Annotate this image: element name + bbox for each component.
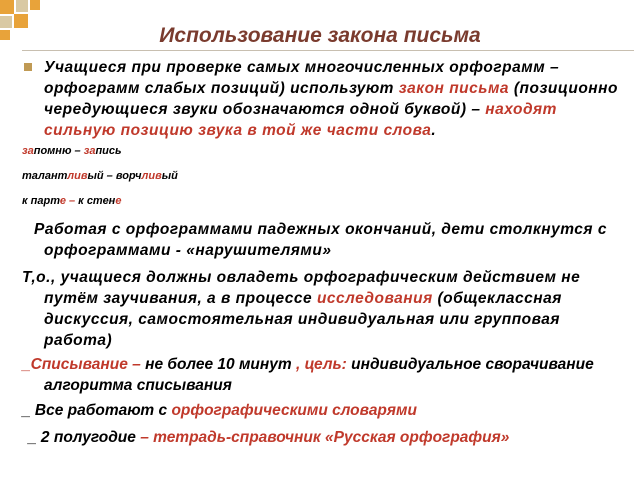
text: . <box>431 122 437 139</box>
highlight-text: за <box>83 145 96 157</box>
highlight-text: закон письма <box>398 80 510 97</box>
paragraph-copy <box>22 354 632 396</box>
text: _ Все работают с <box>22 402 172 419</box>
paragraph-to <box>22 267 632 351</box>
paragraph-half <box>22 427 632 448</box>
highlight-text: за <box>22 145 34 157</box>
text: (позиционно чередующиеся звуки обозначаются одной буквой) – <box>44 80 618 118</box>
text: к парт <box>22 195 60 207</box>
deco-square <box>16 0 28 12</box>
bullet-square-icon <box>24 63 32 71</box>
paragraph-dict <box>22 400 632 421</box>
highlight-text: , цель: <box>295 356 347 373</box>
deco-square <box>0 0 14 14</box>
highlight-text: – тетрадь-справочник «Русская орфография» <box>140 429 510 446</box>
highlight-text: е – <box>59 195 76 207</box>
highlight-text: е <box>115 195 122 207</box>
text: помню – <box>33 145 84 157</box>
text: Работая с орфограммами падежных окончаний, дети столкнутся с орфограммами - «нарушителями» <box>34 221 607 259</box>
bullet-paragraph <box>22 57 632 141</box>
example-line-2 <box>22 170 632 183</box>
title-divider <box>22 50 634 51</box>
text: ый <box>161 170 178 182</box>
highlight-text: исследования <box>316 290 433 307</box>
text: Т,о., учащиеся должны овладеть орфографическим действием не путём заучивания, а в процессе <box>22 269 581 307</box>
highlight-text: находят сильную позицию звука в той же части слова <box>44 101 557 139</box>
highlight-text: лив <box>141 170 162 182</box>
text: талант <box>22 170 68 182</box>
text: не более 10 минут <box>145 356 296 373</box>
text: к стен <box>75 195 116 207</box>
paragraph-work <box>22 219 632 261</box>
example-line-3 <box>22 195 632 208</box>
text: Учащиеся при проверке самых многочисленных орфограмм – орфограмм слабых позиций) используют <box>44 59 560 97</box>
slide-body <box>22 54 632 448</box>
highlight-text: орфографическими словарями <box>171 402 417 419</box>
text: пись <box>95 145 122 157</box>
deco-square <box>30 0 40 10</box>
text: (общеклассная дискуссия, самостоятельная индивидуальная или групповая работа) <box>44 290 562 349</box>
text: индивидуальное сворачивание алгоритма списывания <box>44 356 594 394</box>
slide-title: Использование закона письма <box>159 24 481 47</box>
highlight-text: _Списывание – <box>22 356 146 373</box>
example-line-1 <box>22 145 632 158</box>
text: _ 2 полугодие <box>28 429 141 446</box>
highlight-text: лив <box>67 170 88 182</box>
text: ый – ворч <box>87 170 142 182</box>
